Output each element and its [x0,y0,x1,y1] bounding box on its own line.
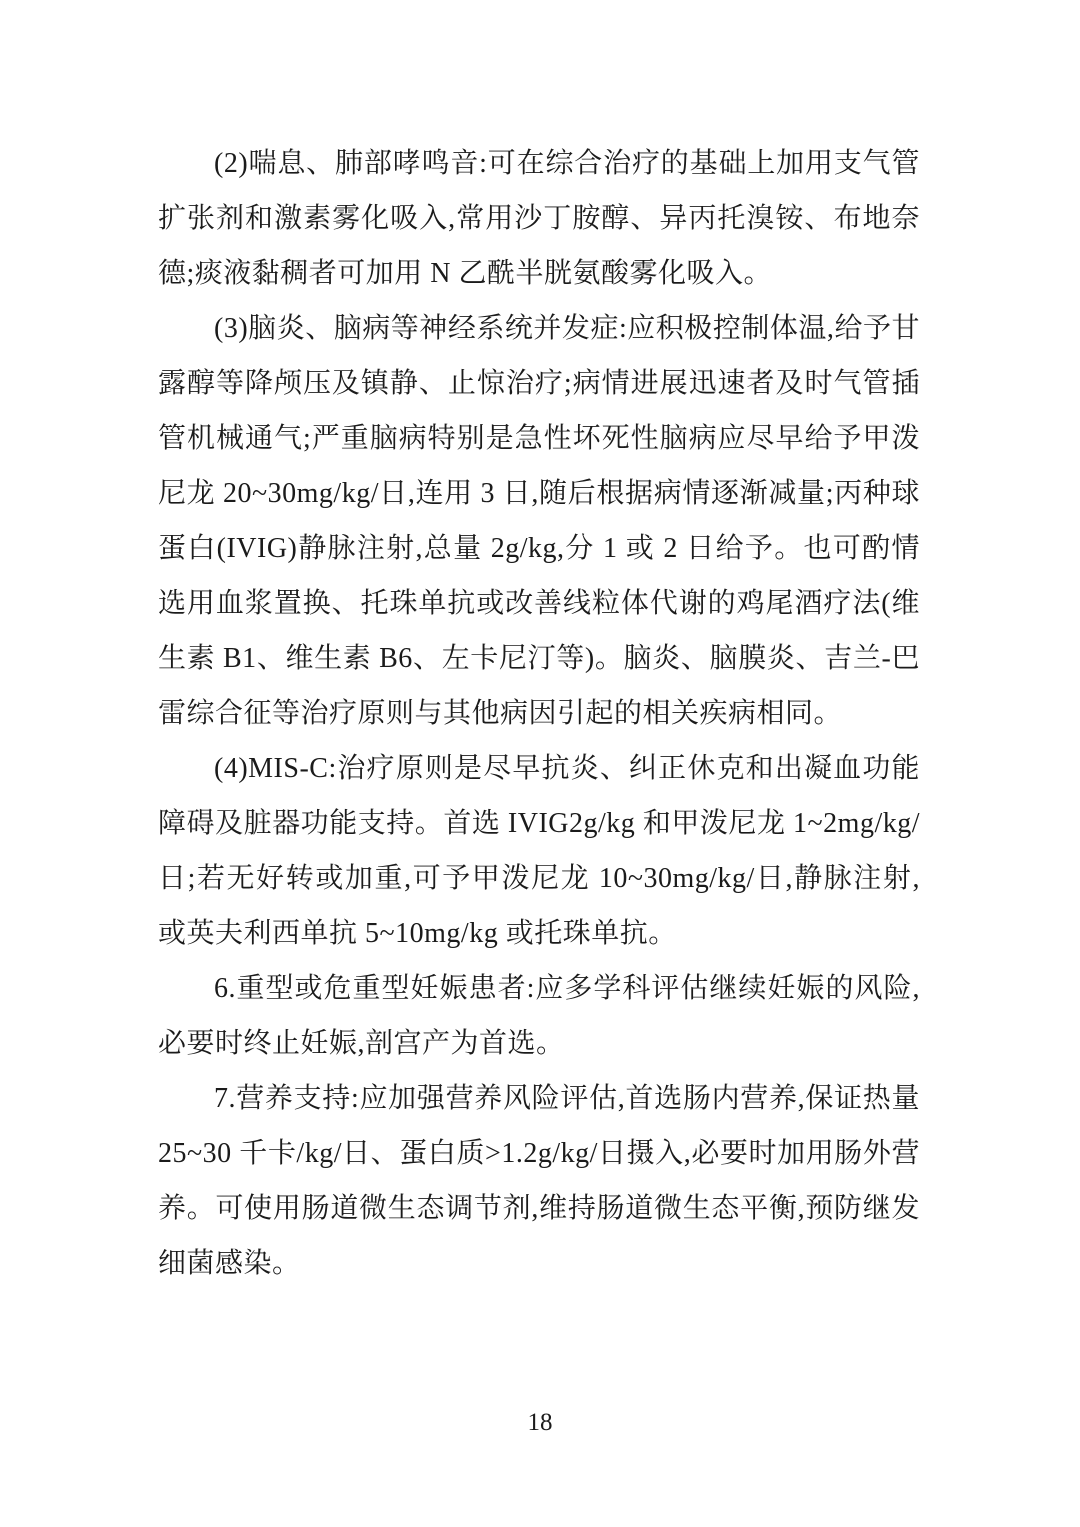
paragraph-neuro-complications: (3)脑炎、脑病等神经系统并发症:应积极控制体温,给予甘露醇等降颅压及镇静、止惊治疗;病情进展迅速者及时气管插管机械通气;严重脑病特别是急性坏死性脑病应尽早给予甲泼尼龙 20~30mg/kg/日,连用 3 日,随后根据病情逐渐减量;丙种球蛋白(IVIG)静脉注射,总量 2g/kg,分 1 或 2 日给予。也可酌情选用血浆置换、托珠单抗或改善线粒体代谢的鸡尾酒疗法(维生素 B1、维生素 B6、左卡尼汀等)。脑炎、脑膜炎、吉兰-巴雷综合征等治疗原则与其他病因引起的相关疾病相同。 [158,313,920,729]
document-body [158,136,920,1291]
paragraph-mis-c: (4)MIS-C:治疗原则是尽早抗炎、纠正休克和出凝血功能障碍及脏器功能支持。首选 IVIG2g/kg 和甲泼尼龙 1~2mg/kg/日;若无好转或加重,可予甲泼尼龙 10~30mg/kg/日,静脉注射,或英夫利西单抗 5~10mg/kg 或托珠单抗。 [158,753,920,949]
page-number: 18 [527,1409,553,1436]
paragraph-nutrition-support: 7.营养支持:应加强营养风险评估,首选肠内营养,保证热量 25~30 千卡/kg/日、蛋白质>1.2g/kg/日摄入,必要时加用肠外营养。可使用肠道微生态调节剂,维持肠道微生态平衡,预防继发细菌感染。 [158,1083,920,1279]
paragraph-pregnancy: 6.重型或危重型妊娠患者:应多学科评估继续妊娠的风险,必要时终止妊娠,剖宫产为首选。 [158,973,920,1059]
paragraph-wheezing-treatment: (2)喘息、肺部哮鸣音:可在综合治疗的基础上加用支气管扩张剂和激素雾化吸入,常用沙丁胺醇、异丙托溴铵、布地奈德;痰液黏稠者可加用 N 乙酰半胱氨酸雾化吸入。 [158,148,920,289]
